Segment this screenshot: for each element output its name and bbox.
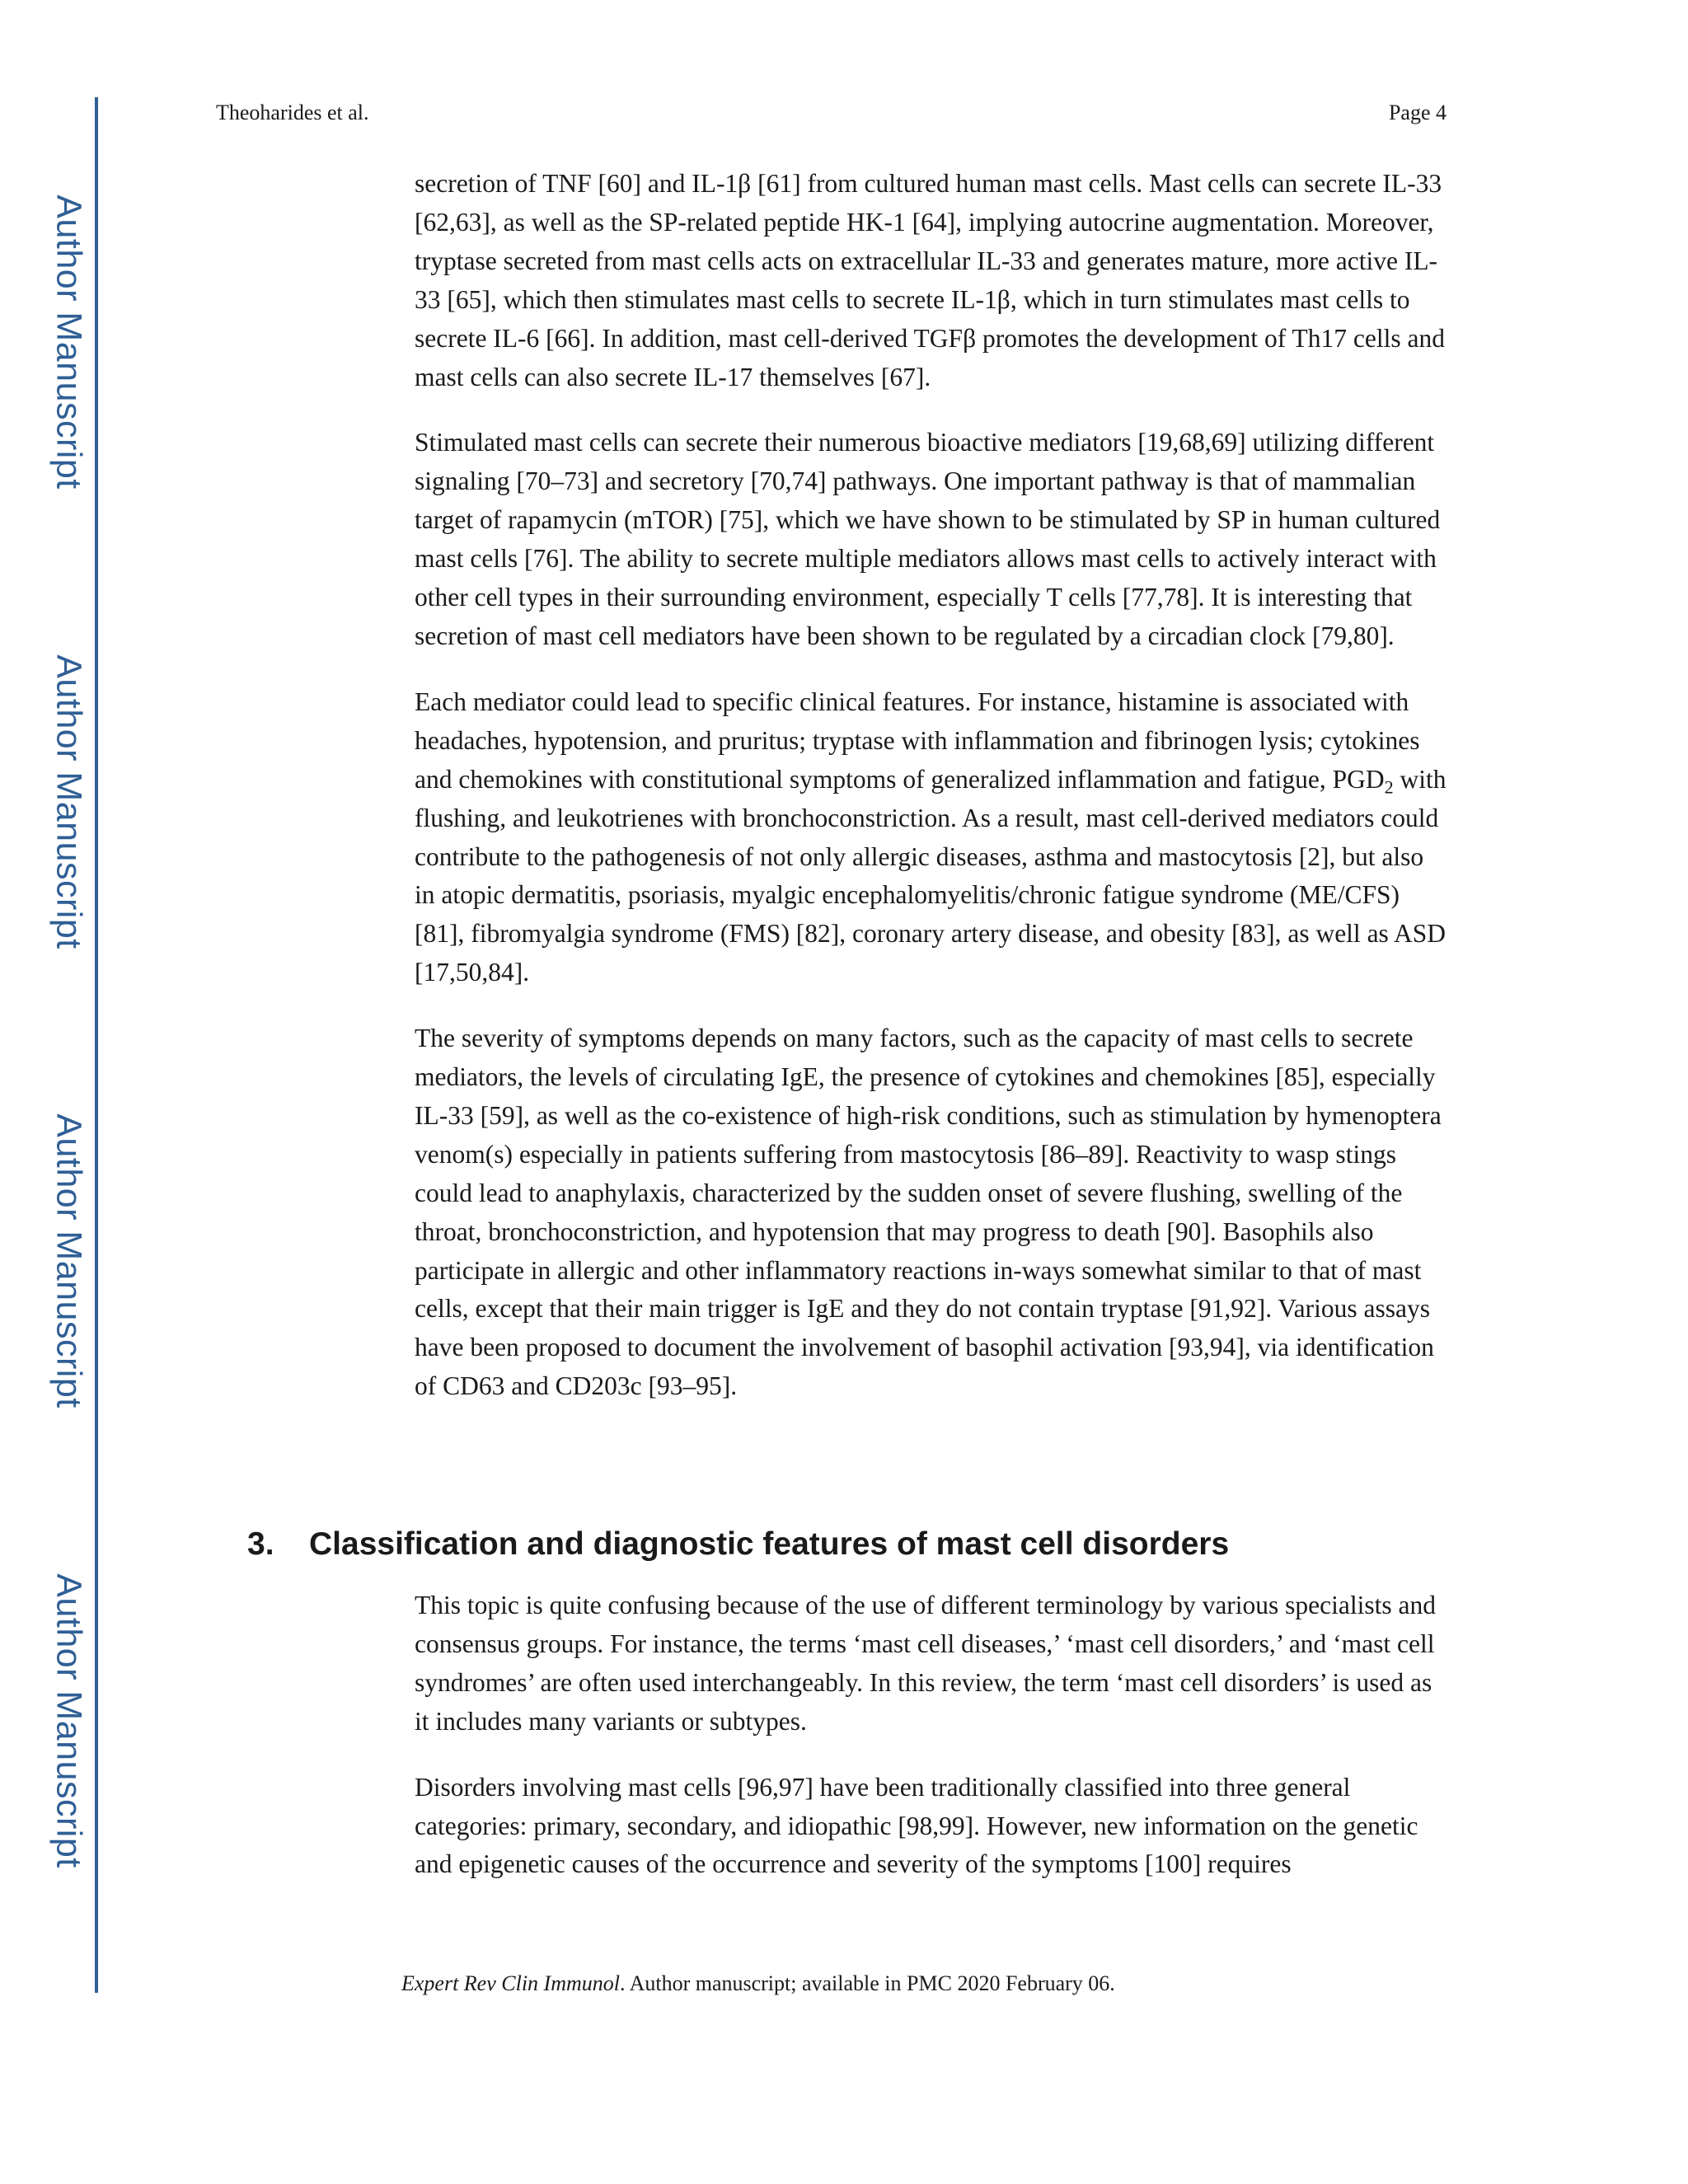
running-head-author: Theoharides et al.: [216, 101, 369, 124]
paragraph-3-part-b: with flushing, and leukotrienes with bronchoconstriction. As a result, mast cell-derived mediators could contribute to the pathogenesis of not only allergic diseases, asthma and mastocytosis [2], but also in atopic dermatitis, psoriasis, myalgic encephalomyelitis/chronic fatigue syndrome (ME/CFS) [81], fibromyalgia syndrome (FMS) [82], coronary artery disease, and obesity [83], as well as ASD [17,50,84].: [415, 764, 1447, 987]
paragraph-1: secretion of TNF [60] and IL-1β [61] from cultured human mast cells. Mast cells can secrete IL-33 [62,63], as well as the SP-related peptide HK-1 [64], implying autocrine augmentation. Moreover, tryptase secreted from mast cells acts on extracellular IL-33 and generates mature, more active IL-33 [65], which then stimulates mast cells to secrete IL-1β, which in turn stimulates mast cells to secrete IL-6 [66]. In addition, mast cell-derived TGFβ promotes the development of Th17 cells and mast cells can also secrete IL-17 themselves [67].: [415, 169, 1446, 391]
paragraph-4: The severity of symptoms depends on many factors, such as the capacity of mast cells to secrete mediators, the levels of circulating IgE, the presence of cytokines and chemokines [85], especially IL-33 [59], as well as the co-existence of high-risk conditions, such as stimulation by hymenoptera venom(s) especially in patients suffering from mastocytosis [86–89]. Reactivity to wasp stings could lead to anaphylaxis, characterized by the sudden onset of severe flushing, swelling of the throat, bronchoconstriction, and hypotension that may progress to death [90]. Basophils also participate in allergic and other inflammatory reactions in-ways somewhat similar to that of mast cells, except that their main trigger is IgE and they do not contain tryptase [91,92]. Various assays have been proposed to document the involvement of basophil activation [93,94], via identification of CD63 and CD203c [93–95].: [415, 1024, 1442, 1401]
footer-citation: [401, 1971, 1115, 1996]
journal-name: Expert Rev Clin Immunol: [401, 1971, 620, 1995]
section-3-paragraph-1: This topic is quite confusing because of the use of different terminology by various specialists and consensus groups. For instance, the terms ‘mast cell diseases,’ ‘mast cell disorders,’ and ‘mast cell syndromes’ are often used interchangeably. In this review, the term ‘mast cell disorders’ is used as it includes many variants or subtypes.: [415, 1591, 1437, 1736]
section-title: Classification and diagnostic features of mast cell disorders: [309, 1526, 1230, 1562]
pgd2-subscript: 2: [1384, 776, 1394, 798]
sidebar-label-2: Author Manuscript: [49, 654, 89, 949]
sidebar-label-3: Author Manuscript: [49, 1113, 89, 1408]
page-number: Page 4: [1388, 101, 1447, 124]
body-text: [415, 165, 1447, 1433]
section-number: 3.: [247, 1526, 274, 1562]
paragraph-3: [415, 683, 1447, 992]
paragraph-2: Stimulated mast cells can secrete their numerous bioactive mediators [19,68,69] utilizing different signaling [70–73] and secretory [70,74] pathways. One important pathway is that of mammalian target of rapamycin (mTOR) [75], which we have shown to be stimulated by SP in human cultured mast cells [76]. The ability to secrete multiple mediators allows mast cells to actively interact with other cell types in their surrounding environment, especially T cells [77,78]. It is interesting that secretion of mast cell mediators have been shown to be regulated by a circadian clock [79,80].: [415, 428, 1441, 650]
sidebar-label-1: Author Manuscript: [49, 194, 89, 490]
sidebar-rule: [95, 97, 98, 1993]
paragraph-3-part-a: Each mediator could lead to specific clinical features. For instance, histamine is associated with headaches, hypotension, and pruritus; tryptase with inflammation and fibrinogen lysis; cytokines and chemokines with constitutional symptoms of generalized inflammation and fatigue, PGD: [415, 687, 1420, 794]
sidebar-label-4: Author Manuscript: [49, 1573, 89, 1868]
section-heading: [247, 1526, 1229, 1563]
section-3-body: [415, 1586, 1447, 1911]
footer-text: . Author manuscript; available in PMC 2020 February 06.: [620, 1971, 1115, 1995]
section-3-paragraph-2: Disorders involving mast cells [96,97] have been traditionally classified into three general categories: primary, secondary, and idiopathic [98,99]. However, new information on the genetic and epigenetic causes of the occurrence and severity of the symptoms [100] requires: [415, 1772, 1418, 1879]
